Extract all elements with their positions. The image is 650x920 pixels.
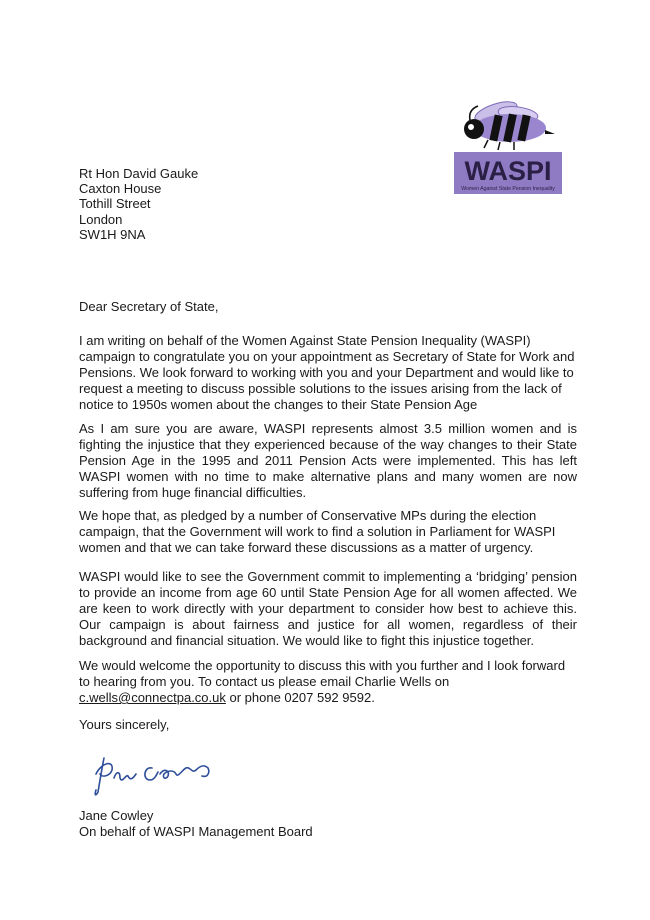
address-line: Caxton House: [79, 181, 162, 197]
paragraph-contact: [79, 658, 577, 706]
logo-tagline: Women Against State Pension Inequality: [461, 186, 555, 192]
handwritten-signature: [92, 752, 222, 800]
address-line: SW1H 9NA: [79, 226, 146, 242]
paragraph-request: WASPI would like to see the Government commit to implementing a ‘bridging’ pension to provide an income from age 60 until State Pension Age for all women affected. We are keen to work directly with your department to consider how best to achieve this. Our campaign is about fairness and justice for all women, regardless of their background and financial situation. We would like to fight this injustice together.: [79, 569, 577, 648]
paragraph-pledge: We hope that, as pledged by a number of Conservative MPs during the election campaign, that the Government will work to find a solution in Parliament for WASPI women and that we can take forward these discussions as a matter of urgency.: [79, 508, 556, 555]
waspi-logo: [448, 98, 566, 198]
paragraph-intro: I am writing on behalf of the Women Against State Pension Inequality (WASPI) campaign to congratulate you on your appointment as Secretary of State for Work and Pensions. We look forward to working with you and your Department and would like to request a meeting to discuss possible solutions to the issues arising from the lack of notice to 1950s women about the changes to their State Pension Age: [79, 333, 575, 412]
signer-block: [79, 808, 313, 840]
contact-email-link[interactable]: c.wells@connectpa.co.uk: [79, 690, 226, 705]
address-line: London: [79, 211, 123, 227]
salutation: Dear Secretary of State,: [79, 299, 219, 314]
address-line: Tothill Street: [79, 196, 151, 212]
contact-text: We would welcome the opportunity to discuss this with you further and I look forward to hearing from you. To contact us please email Charlie Wells on: [79, 658, 566, 689]
paragraph-background: As I am sure you are aware, WASPI represents almost 3.5 million women and is fighting the injustice that they experienced because of the way changes to their State Pension Age in the 1995 and 2011 Pension Acts were implemented. This has left WASPI women with no time to make alternative plans and many women are now suffering from huge financial difficulties.: [79, 421, 577, 500]
signer-name: Jane Cowley: [79, 808, 154, 823]
logo-wordmark: WASPI: [464, 156, 552, 186]
closing: Yours sincerely,: [79, 717, 170, 732]
signer-role: On behalf of WASPI Management Board: [79, 824, 313, 839]
address-line: Rt Hon David Gauke: [79, 166, 199, 181]
contact-phone-text: or phone 0207 592 9592.: [225, 690, 375, 705]
bee-icon: [448, 98, 566, 198]
recipient-address: [79, 166, 198, 242]
